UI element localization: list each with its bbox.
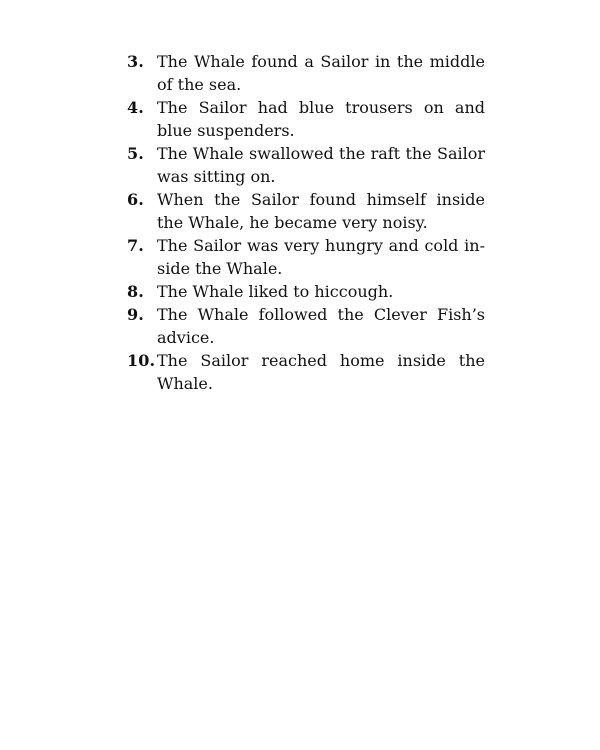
- statement-text: [157, 188, 485, 234]
- statement-9: [127, 303, 485, 349]
- statement-number: 8.: [127, 282, 144, 301]
- statement-text: [157, 349, 485, 395]
- statement-text: [157, 234, 485, 280]
- statement-4: [127, 96, 485, 142]
- statement-8: [127, 280, 485, 303]
- statement-line: advice.: [157, 328, 215, 347]
- statement-text: [157, 303, 485, 349]
- statement-list: [127, 50, 485, 395]
- statement-number: 4.: [127, 98, 144, 117]
- statement-text: [157, 142, 485, 188]
- statement-line: The Sailor reached home inside the: [157, 351, 485, 370]
- statement-line: the Whale, he became very noisy.: [157, 213, 428, 232]
- statement-text: [157, 280, 485, 303]
- statement-line: The Sailor had blue trousers on and: [157, 98, 485, 117]
- statement-line: The Whale swallowed the raft the Sailor: [157, 144, 485, 163]
- statement-number: 10.: [127, 351, 156, 370]
- statement-number: 9.: [127, 305, 144, 324]
- statement-line: The Whale liked to hiccough.: [157, 282, 394, 301]
- statement-3: [127, 50, 485, 96]
- statement-line: Whale.: [157, 374, 213, 393]
- statement-line: of the sea.: [157, 75, 242, 94]
- statement-line: The Whale followed the Clever Fish’s: [157, 305, 485, 324]
- statement-line: side the Whale.: [157, 259, 283, 278]
- statement-6: [127, 188, 485, 234]
- statement-text: [157, 50, 485, 96]
- statement-5: [127, 142, 485, 188]
- statement-line: was sitting on.: [157, 167, 276, 186]
- statement-line: blue suspenders.: [157, 121, 295, 140]
- statement-number: 6.: [127, 190, 144, 209]
- statement-line: The Sailor was very hungry and cold in-: [157, 236, 485, 255]
- statement-number: 3.: [127, 52, 144, 71]
- statement-number: 5.: [127, 144, 144, 163]
- statement-7: [127, 234, 485, 280]
- statement-line: When the Sailor found himself inside: [157, 190, 485, 209]
- statement-10: [127, 349, 485, 395]
- statement-text: [157, 96, 485, 142]
- statement-line: The Whale found a Sailor in the middle: [157, 52, 485, 71]
- statement-number: 7.: [127, 236, 144, 255]
